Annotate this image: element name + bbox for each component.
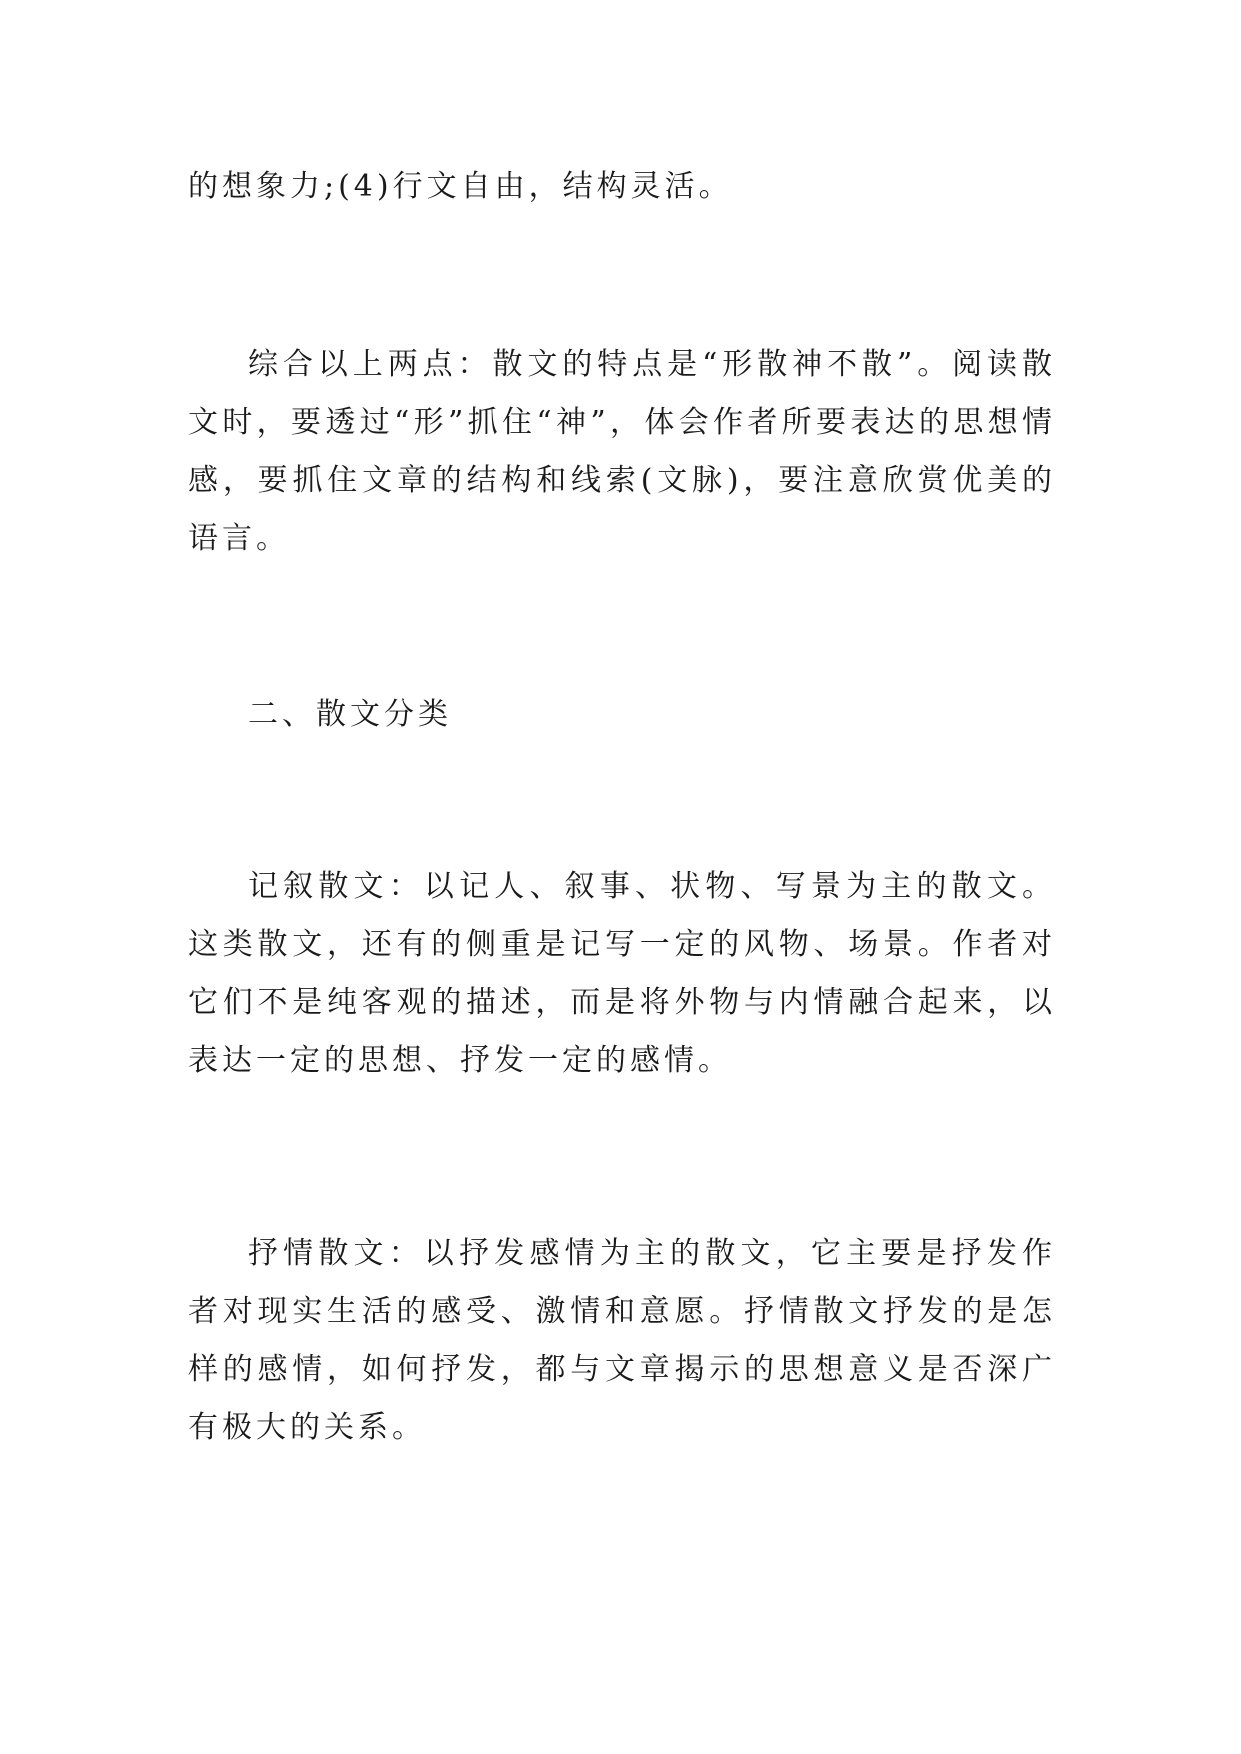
narrative-prose-paragraph: 记叙散文：以记人、叙事、状物、写景为主的散文。这类散文，还有的侧重是记写一定的风物、场景。作者对它们不是纯客观的描述，而是将外物与内情融合起来，以表达一定的思想、抒发一定的感情。 <box>188 869 1056 1078</box>
continuation-paragraph: 的想象力;(4)行文自由，结构灵活。 <box>188 169 733 204</box>
summary-paragraph: 综合以上两点：散文的特点是“形散神不散”。阅读散文时，要透过“形”抓住“神”，体会作者所要表达的思想情感，要抓住文章的结构和线索(文脉)，要注意欣赏优美的语言。 <box>188 347 1056 556</box>
lyrical-prose-paragraph: 抒情散文：以抒发感情为主的散文，它主要是抒发作者对现实生活的感受、激情和意愿。抒情散文抒发的是怎样的感情，如何抒发，都与文章揭示的思想意义是否深广有极大的关系。 <box>188 1236 1056 1445</box>
section-heading: 二、散文分类 <box>248 697 452 732</box>
